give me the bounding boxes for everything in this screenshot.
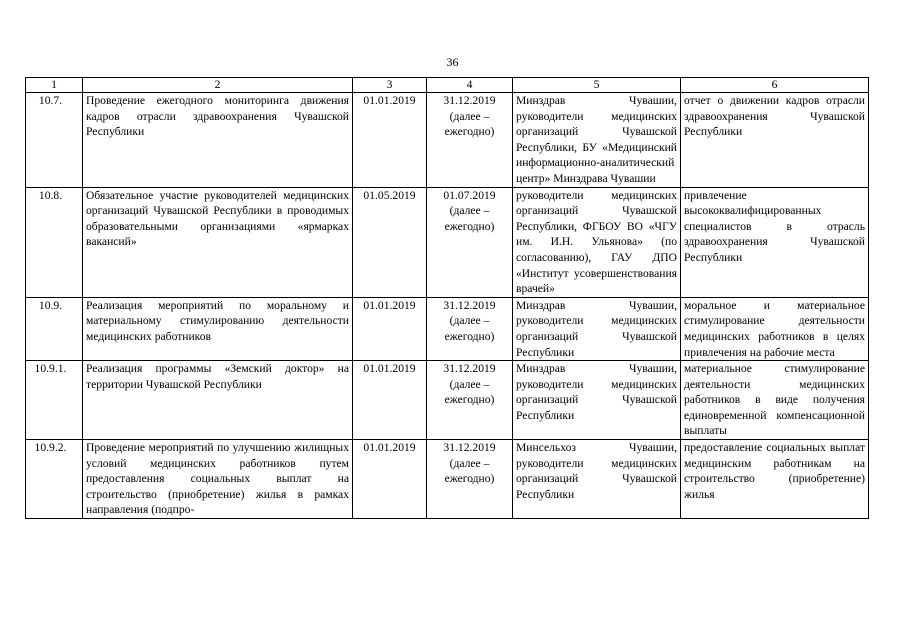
row-number: 10.9.1. <box>26 361 83 440</box>
result-cell: предоставление социальных выплат медицинским работникам на строительство (приобретение) жилья <box>681 440 869 519</box>
action-cell-text: Проведение мероприятий по улучшению жилищных условий медицинских работников путем предоставления социальных выплат на строительство (приобретение) жилья в рамках направления (подпро- <box>86 441 349 517</box>
column-header: 5 <box>513 78 681 93</box>
column-number-row <box>26 78 869 93</box>
start-date-cell: 01.05.2019 <box>353 187 427 297</box>
end-date-cell: 31.12.2019 (далее – ежегодно) <box>427 297 513 360</box>
start-date-cell: 01.01.2019 <box>353 93 427 188</box>
executors-cell: Минздрав Чувашии, руководители медицинских организаций Чувашской Республики <box>513 361 681 440</box>
end-date-cell: 01.07.2019 (далее – ежегодно) <box>427 187 513 297</box>
action-cell: Реализация мероприятий по моральному и материальному стимулированию деятельности медицинских работников <box>83 297 353 360</box>
action-plan-table <box>25 77 869 519</box>
action-cell: Обязательное участие руководителей медицинских организаций Чувашской Республики в проводимых образовательными организациями «ярмарках вакансий» <box>83 187 353 297</box>
result-cell: моральное и материальное стимулирование деятельности медицинских работников в целях привлечения на рабочие места <box>681 297 869 360</box>
action-cell <box>83 440 353 519</box>
start-date-cell: 01.01.2019 <box>353 297 427 360</box>
page-number: 36 <box>446 55 459 69</box>
column-header: 2 <box>83 78 353 93</box>
result-cell: отчет о движении кадров отрасли здравоохранения Чувашской Республики <box>681 93 869 188</box>
executors-cell: Минздрав Чувашии, руководители медицинских организаций Чувашской Республики, БУ «Медицинский информационно-аналитический центр» Минздрава Чувашии <box>513 93 681 188</box>
column-header: 1 <box>26 78 83 93</box>
row-number: 10.9. <box>26 297 83 360</box>
action-cell: Проведение ежегодного мониторинга движения кадров отрасли здравоохранения Чувашской Республики <box>83 93 353 188</box>
column-header: 3 <box>353 78 427 93</box>
table-row <box>26 361 869 440</box>
end-date-cell: 31.12.2019 (далее – ежегодно) <box>427 93 513 188</box>
start-date-cell: 01.01.2019 <box>353 440 427 519</box>
column-header: 6 <box>681 78 869 93</box>
table-row <box>26 187 869 297</box>
executors-cell: Минздрав Чувашии, руководители медицинских организаций Чувашской Республики <box>513 297 681 360</box>
end-date-cell: 31.12.2019 (далее – ежегодно) <box>427 440 513 519</box>
column-header: 4 <box>427 78 513 93</box>
table-row <box>26 440 869 519</box>
table-row <box>26 297 869 360</box>
end-date-cell: 31.12.2019 (далее – ежегодно) <box>427 361 513 440</box>
start-date-cell: 01.01.2019 <box>353 361 427 440</box>
row-number: 10.7. <box>26 93 83 188</box>
table-row <box>26 93 869 188</box>
row-number: 10.9.2. <box>26 440 83 519</box>
action-cell: Реализация программы «Земский доктор» на территории Чувашской Республики <box>83 361 353 440</box>
executors-cell: Минсельхоз Чувашии, руководители медицинских организаций Чувашской Республики <box>513 440 681 519</box>
result-cell: материальное стимулирование деятельности медицинских работников в виде получения единовременной компенсационной выплаты <box>681 361 869 440</box>
row-number: 10.8. <box>26 187 83 297</box>
executors-cell: руководители медицинских организаций Чувашской Республики, ФГБОУ ВО «ЧГУ им. И.Н. Ульянова» (по согласованию), ГАУ ДПО «Институт усовершенствования врачей» <box>513 187 681 297</box>
result-cell: привлечение высококвалифицированных специалистов в отрасль здравоохранения Чувашской Республики <box>681 187 869 297</box>
